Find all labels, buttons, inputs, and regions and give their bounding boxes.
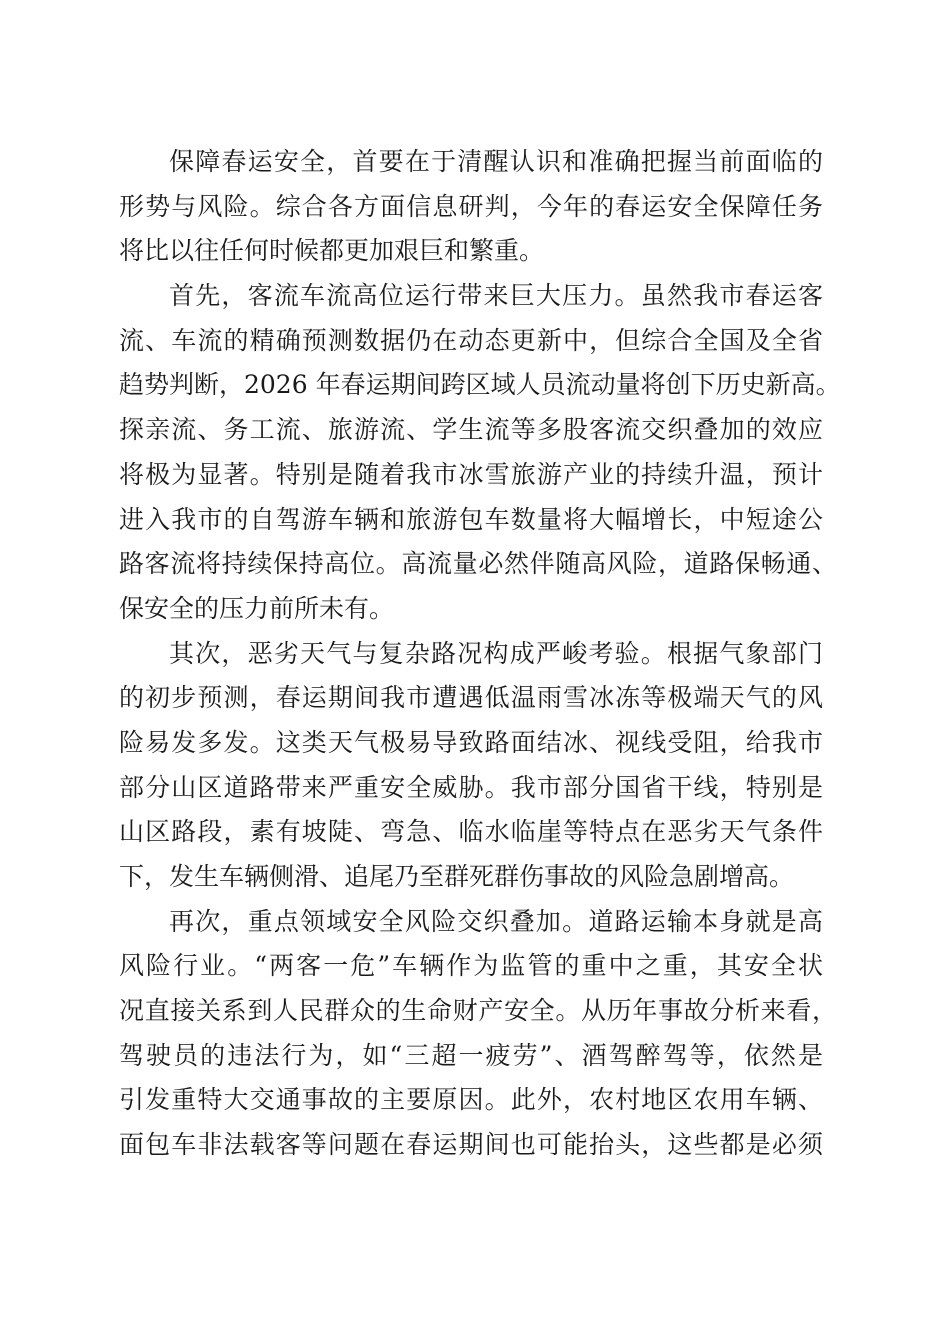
paragraph-weather-road-conditions [119, 632, 823, 900]
text-line: 山区路段，素有坡陡、弯急、临水临崖等特点在恶劣天气条件 [119, 817, 823, 847]
text-line: 探亲流、务工流、旅游流、学生流等多股客流交织叠加的效应 [119, 415, 823, 445]
text-line: 其次，恶劣天气与复杂路况构成严峻考验。根据气象部门 [169, 638, 823, 668]
text-line: 保障春运安全，首要在于清醒认识和准确把握当前面临的 [169, 147, 823, 176]
text-line: 再次，重点领域安全风险交织叠加。道路运输本身就是高 [169, 906, 823, 936]
document-body [119, 140, 841, 1168]
paragraph-situation-overview [119, 140, 823, 274]
text-line: 面包车非法载客等问题在春运期间也可能抬头，这些都是必须 [119, 1130, 823, 1160]
text-line: 部分山区道路带来严重安全威胁。我市部分国省干线，特别是 [119, 772, 823, 802]
text-line: 将极为显著。特别是随着我市冰雪旅游产业的持续升温，预计 [119, 459, 823, 489]
text-line: 驾驶员的违法行为，如“三超一疲劳”、酒驾醉驾等，依然是 [119, 1040, 823, 1070]
text-line: 首先，客流车流高位运行带来巨大压力。虽然我市春运客 [169, 281, 823, 311]
text-line: 下，发生车辆侧滑、追尾乃至群死群伤事故的风险急剧增高。 [119, 862, 795, 891]
paragraph-passenger-flow-pressure [119, 274, 841, 632]
paragraph-key-sector-risks [119, 900, 837, 1168]
text-line: 风险行业。“两客一危”车辆作为监管的重中之重，其安全状 [119, 951, 823, 981]
text-line: 险易发多发。这类天气极易导致路面结冰、视线受阻，给我市 [119, 727, 823, 757]
text-line: 路客流将持续保持高位。高流量必然伴随高风险，道路保畅通、 [119, 549, 837, 579]
text-line: 趋势判断，2026 年春运期间跨区域人员流动量将创下历史新高。 [119, 370, 841, 400]
text-line: 流、车流的精确预测数据仍在动态更新中，但综合全国及全省 [119, 325, 823, 355]
text-line: 引发重特大交通事故的主要原因。此外，农村地区农用车辆、 [119, 1085, 823, 1115]
text-line: 将比以往任何时候都更加艰巨和繁重。 [119, 236, 545, 266]
text-line: 况直接关系到人民群众的生命财产安全。从历年事故分析来看， [119, 996, 837, 1026]
text-line: 的初步预测，春运期间我市遭遇低温雨雪冰冻等极端天气的风 [119, 683, 823, 713]
text-line: 进入我市的自驾游车辆和旅游包车数量将大幅增长，中短途公 [119, 504, 823, 534]
text-line: 形势与风险。综合各方面信息研判，今年的春运安全保障任务 [119, 191, 823, 221]
text-line: 保安全的压力前所未有。 [119, 593, 395, 623]
